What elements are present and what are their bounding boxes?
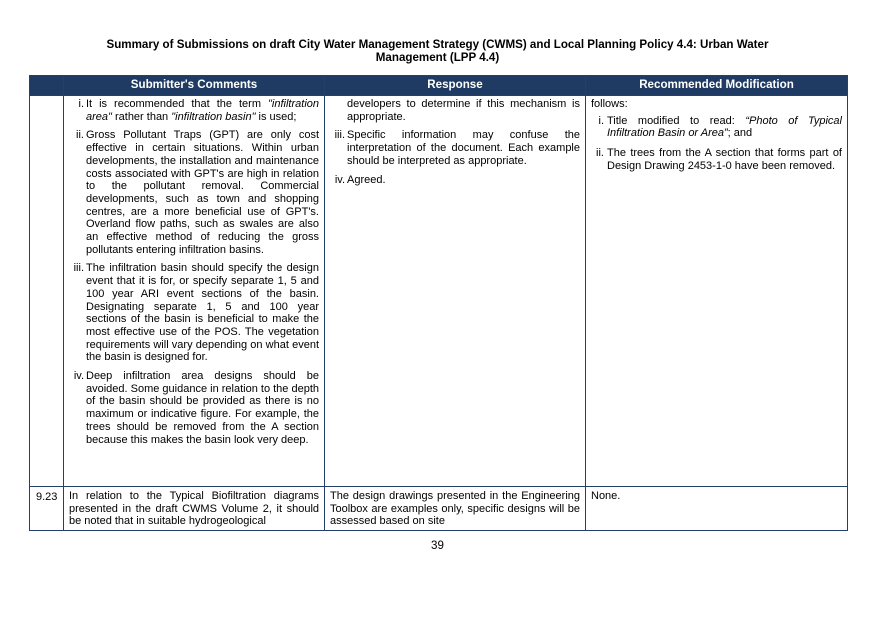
list-item: iii. Specific information may confuse the interpretation of the document. Each example should be interpreted as appropriate. (347, 129, 580, 167)
list-marker: i. (598, 114, 604, 127)
list-item-continued: developers to determine if this mechanism is appropriate. (347, 98, 580, 123)
list-marker: ii. (76, 129, 84, 142)
list-marker: iii. (334, 129, 345, 142)
submission-number: 9.23 (30, 487, 64, 531)
modification-cell (586, 96, 848, 487)
page-number: 39 (431, 539, 444, 552)
submission-number (30, 96, 64, 487)
list-marker: iv. (334, 173, 345, 186)
list-marker: iv. (73, 370, 84, 383)
list-item: iv. Agreed. (347, 174, 580, 187)
list-item: i. Title modified to read: “Photo of Typical Infiltration Basin or Area”; and (607, 115, 842, 140)
document-title: Summary of Submissions on draft City Water Management Strategy (CWMS) and Local Planning Policy 4.4: Urban Water Management (LPP 4.4) (106, 38, 769, 64)
table-header-row (30, 76, 848, 96)
header-number (30, 76, 64, 96)
modification-cell: None. (586, 487, 848, 531)
submissions-table (29, 75, 848, 531)
list-item: i. It is recommended that the term "infiltration area" rather than "infiltration basin" is used; (86, 98, 319, 123)
comments-cell (64, 96, 325, 487)
header-response: Response (325, 76, 586, 96)
list-item: ii. The trees from the A section that forms part of Design Drawing 2453-1-0 have been removed. (607, 147, 842, 172)
list-item: ii. Gross Pollutant Traps (GPT) are only cost effective in certain situations. Within urban developments, the installation and maintenance costs associated with GPT's are high in relation to the pollutant removal. Commercial developments, such as town and shopping centres, are a more beneficial use of GPT's. Overland flow paths, such as swales are also an effective method of reducing the gross pollutants entering infiltration basins. (86, 129, 319, 256)
response-cell: The design drawings presented in the Engineering Toolbox are examples only, specific designs will be assessed based on site (325, 487, 586, 531)
list-marker: i. (78, 98, 84, 110)
header-recommended-modification: Recommended Modification (586, 76, 848, 96)
modification-intro: follows: (591, 98, 628, 110)
list-item: iii. The infiltration basin should specify the design event that it is for, or specify separate 1, 5 and 100 year ARI event sections of the basin. Designating separate 1, 5 and 100 year sections of the basin is beneficial to make the most effective use of the POS. The vegetation requirements will vary depending on what event the basin is designed for. (86, 262, 319, 364)
table-row (30, 96, 848, 487)
list-marker: iii. (73, 262, 84, 275)
header-submitters-comments: Submitter's Comments (64, 76, 325, 96)
response-cell (325, 96, 586, 487)
list-item: iv. Deep infiltration area designs should be avoided. Some guidance in relation to the depth of the basin should be provided as there is no maximum or indicative figure. For example, the trees should be removed from the A section because this makes the basin look very deep. (86, 370, 319, 446)
comments-cell: In relation to the Typical Biofiltration diagrams presented in the draft CWMS Volume 2, it should be noted that in suitable hydrogeological (64, 487, 325, 531)
table-row (30, 487, 848, 531)
list-marker: ii. (596, 147, 604, 160)
